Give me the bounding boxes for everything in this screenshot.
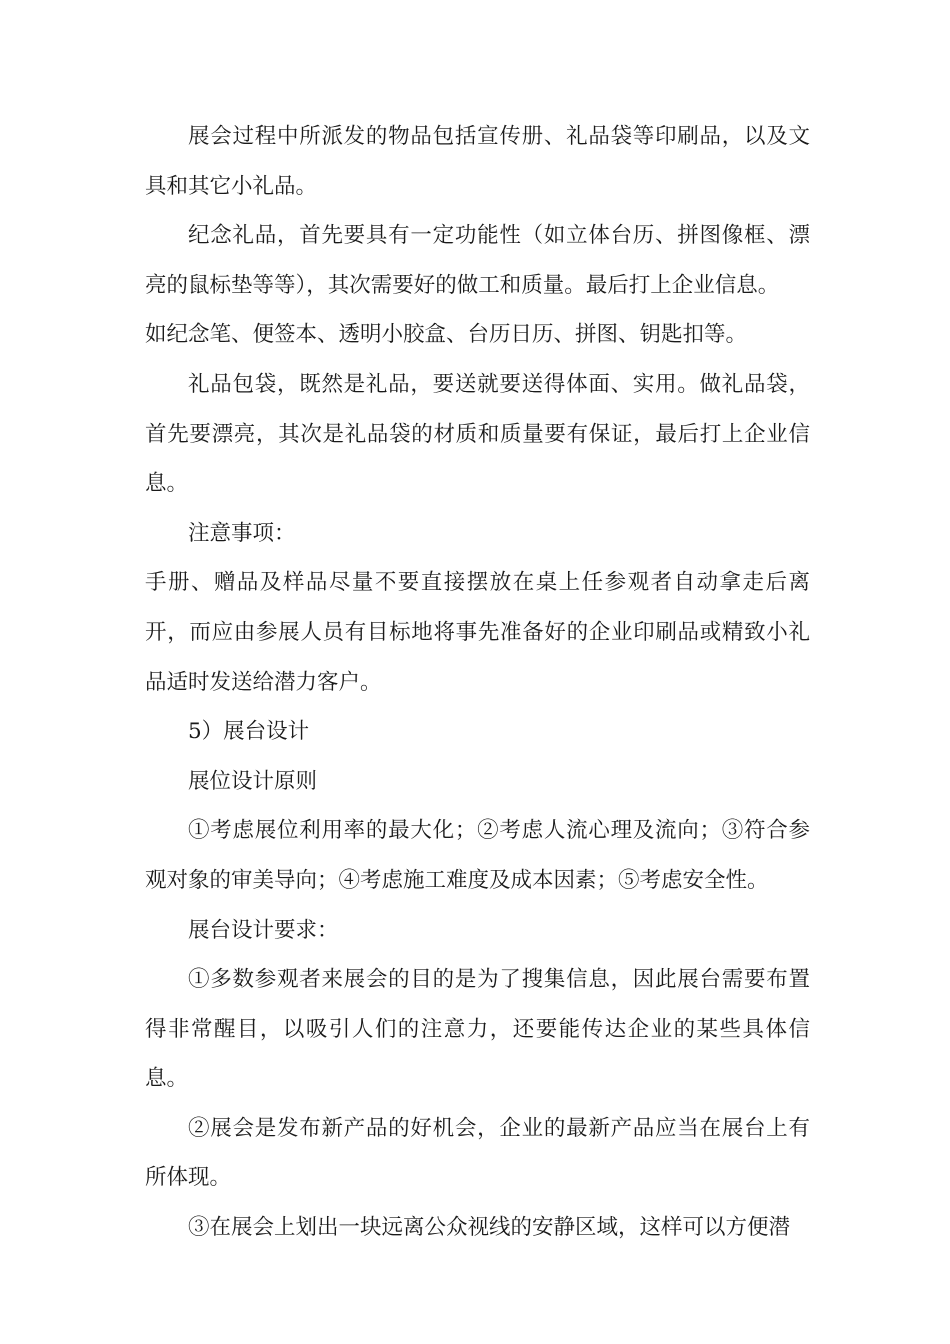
document-body (145, 112, 810, 1253)
paragraph-gift-bags: 礼品包袋，既然是礼品，要送就要送得体面、实用。做礼品袋，首先要漂亮，其次是礼品袋的材质和质量要有保证，最后打上企业信息。 (145, 371, 810, 497)
heading-booth-design-requirements: 展台设计要求： (188, 917, 339, 943)
heading-booth-design: 5）展台设计 (188, 719, 310, 745)
heading-notes: 注意事项： (188, 520, 296, 546)
paragraph-design-principles: ①考虑展位利用率的最大化；②考虑人流心理及流向；③符合参观对象的审美导向；④考虑施工难度及成本因素；⑤考虑安全性。 (145, 818, 810, 893)
heading-booth-design-principles: 展位设计原则 (188, 768, 318, 794)
paragraph-souvenir-gifts: 纪念礼品，首先要具有一定功能性（如立体台历、拼图像框、漂亮的鼠标垫等等），其次需要好的做工和质量。最后打上企业信息。 (145, 223, 810, 298)
paragraph-requirement-1: ①多数参观者来展会的目的是为了搜集信息，因此展台需要布置得非常醒目，以吸引人们的注意力，还要能传达企业的某些具体信息。 (145, 967, 810, 1092)
paragraph-notes-content: 手册、赠品及样品尽量不要直接摆放在桌上任参观者自动拿走后离开，而应由参展人员有目标地将事先准备好的企业印刷品或精致小礼品适时发送给潜力客户。 (145, 570, 810, 695)
paragraph-requirement-2: ②展会是发布新产品的好机会，企业的最新产品应当在展台上有所体现。 (145, 1115, 810, 1191)
paragraph-distributed-items: 展会过程中所派发的物品包括宣传册、礼品袋等印刷品，以及文具和其它小礼品。 (145, 124, 810, 199)
paragraph-souvenir-examples: 如纪念笔、便签本、透明小胶盒、台历日历、拼图、钥匙扣等。 (145, 322, 748, 348)
paragraph-requirement-3: ③在展会上划出一块远离公众视线的安静区域，这样可以方便潜 (188, 1215, 791, 1241)
